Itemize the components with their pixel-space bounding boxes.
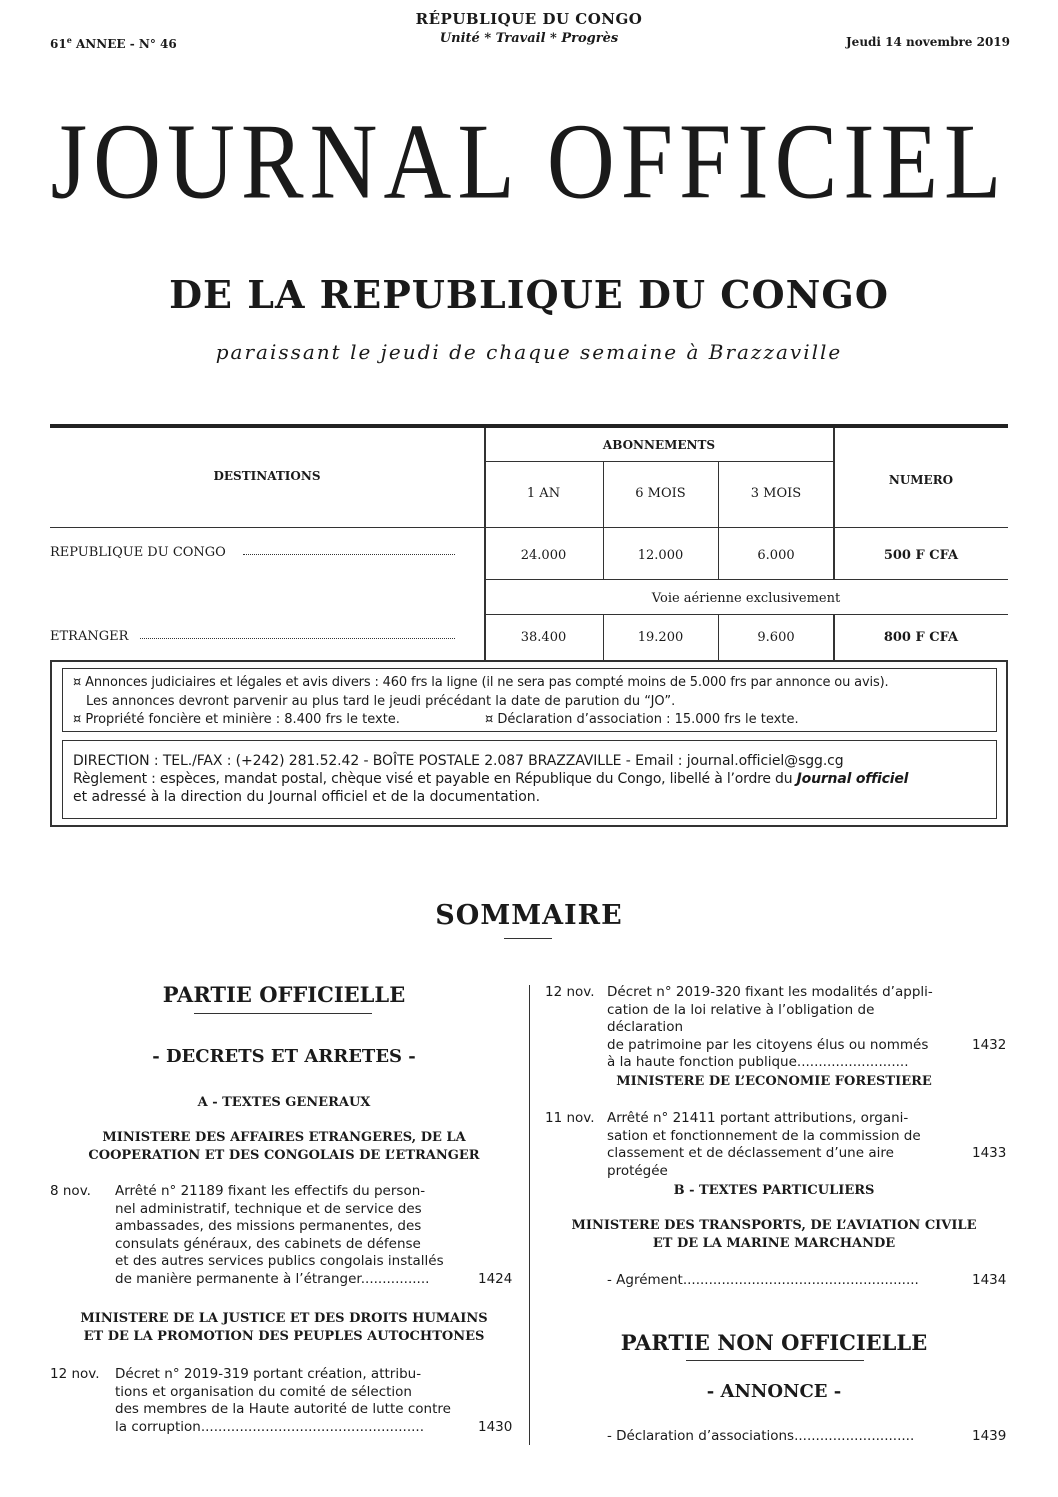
col-divider — [484, 428, 486, 660]
ministry-heading: MINISTERE DE LA JUSTICE ET DES DROITS HUMAINS — [80, 1311, 488, 1326]
masthead-title: JOURNAL OFFICIEL — [50, 102, 1008, 222]
ministry-heading: COOPERATION ET DES CONGOLAIS DE L’ETRANGER — [88, 1148, 480, 1163]
annonce-title: - ANNONCE - — [706, 1381, 842, 1402]
entry-agrement: - Agrément....................................................... — [607, 1272, 919, 1288]
reglement-line — [73, 770, 908, 788]
entry-page: 1439 — [972, 1428, 1007, 1444]
entry-line: Décret n° 2019-319 portant création, attribu- — [115, 1366, 422, 1382]
entry-line: Arrêté n° 21411 portant attributions, organi- — [607, 1110, 909, 1126]
price-3mois: 6.000 — [757, 548, 795, 563]
entry-line: à la haute fonction publique.......................... — [607, 1054, 909, 1071]
col-1an: 1 AN — [526, 486, 561, 501]
annonces-line2: Les annonces devront parvenir au plus tard le jeudi précédant la date de parution du “JO”. — [86, 694, 676, 709]
sommaire-underline — [504, 938, 552, 939]
entry-date: 11 nov. — [545, 1110, 595, 1126]
issue-rest: ANNEE - N° 46 — [71, 37, 177, 51]
price-6mois: 12.000 — [637, 548, 684, 563]
direction-contact: DIRECTION : TEL./FAX : (+242) 281.52.42 - BOÎTE POSTALE 2.087 BRAZZAVILLE - Email : journal.officiel@sgg.cg — [73, 753, 844, 769]
partie-non-officielle-title: PARTIE NON OFFICIELLE — [620, 1330, 928, 1355]
col-3mois: 3 MOIS — [750, 486, 802, 501]
entry-page: 1430 — [478, 1419, 513, 1435]
issue-ordinal: e — [66, 35, 72, 45]
partie-officielle-title: PARTIE OFFICIELLE — [162, 982, 406, 1007]
entry-page: 1434 — [972, 1272, 1007, 1288]
table-header-rule — [50, 527, 1008, 528]
price-1an: 38.400 — [520, 630, 567, 645]
entry-line: de manière permanente à l’étranger................ — [115, 1270, 430, 1287]
reglement-text: Règlement : espèces, mandat postal, chèque visé et payable en République du Congo, libellé à l’ordre du — [73, 771, 797, 787]
textes-particuliers-title: B - TEXTES PARTICULIERS — [673, 1183, 875, 1198]
price-6mois: 19.200 — [637, 630, 684, 645]
col-6mois: 6 MOIS — [635, 486, 686, 501]
entry-date: 12 nov. — [545, 984, 595, 1000]
col-numero: NUMERO — [888, 473, 954, 487]
ministry-heading: MINISTERE DES AFFAIRES ETRANGERES, DE LA — [102, 1130, 466, 1145]
ministry-heading: ET DE LA PROMOTION DES PEUPLES AUTOCHTONES — [83, 1329, 485, 1344]
issue-year: 61 — [50, 37, 67, 51]
entry-page: 1433 — [972, 1145, 1007, 1161]
row-destination: REPUBLIQUE DU CONGO — [50, 545, 226, 560]
partie-non-officielle-underline — [686, 1360, 864, 1361]
ministry-heading: ET DE LA MARINE MARCHANDE — [652, 1236, 896, 1251]
entry-page: 1424 — [478, 1271, 513, 1287]
entry-line: sation et fonctionnement de la commission de — [607, 1127, 921, 1144]
entry-line: classement et de déclassement d’une aire protégée — [607, 1145, 894, 1179]
issue-date: Jeudi 14 novembre 2019 — [846, 35, 1010, 49]
entry-date: 8 nov. — [50, 1183, 91, 1199]
entry-line: la corruption.................................................... — [115, 1418, 424, 1435]
textes-generaux-title: A - TEXTES GENERAUX — [197, 1095, 371, 1110]
col-abonnements: ABONNEMENTS — [602, 438, 716, 452]
reglement-line2: et adressé à la direction du Journal officiel et de la documentation. — [73, 789, 541, 805]
price-numero: 800 F CFA — [883, 630, 959, 645]
entry-line: cation de la loi relative à l’obligation de déclaration — [607, 1001, 875, 1036]
price-numero: 500 F CFA — [883, 548, 959, 563]
row-destination: ETRANGER — [50, 629, 129, 644]
entry-line: Arrêté n° 21189 fixant les effectifs du person- — [115, 1183, 426, 1199]
declaration-association: ¤ Déclaration d’association : 15.000 frs le texte. — [485, 712, 799, 727]
partie-officielle-underline — [194, 1013, 372, 1014]
annonces-line1: ¤ Annonces judiciaires et légales et avis divers : 460 frs la ligne (il ne sera pas compté moins de 5.000 frs par annonce ou avis). — [73, 675, 889, 690]
leader-dots — [140, 638, 455, 639]
masthead-tagline: paraissant le jeudi de chaque semaine à Brazzaville — [215, 340, 843, 364]
col-destinations: DESTINATIONS — [213, 469, 321, 483]
propriete-fonciere: ¤ Propriété foncière et minière : 8.400 frs le texte. — [73, 712, 400, 727]
abonnements-rule — [484, 461, 834, 462]
voie-aerienne: Voie aérienne exclusivement — [651, 591, 841, 606]
entry-declaration: - Déclaration d’associations............................ — [607, 1428, 915, 1444]
ministry-heading: MINISTERE DE L’ECONOMIE FORESTIERE — [616, 1074, 932, 1089]
entry-line: et des autres services publics congolais installés — [115, 1253, 444, 1270]
entry-line: de patrimoine par les citoyens élus ou nommés — [607, 1036, 929, 1053]
entry-date: 12 nov. — [50, 1366, 100, 1382]
price-3mois: 9.600 — [757, 630, 795, 645]
ministry-heading: MINISTERE DES TRANSPORTS, DE L’AVIATION CIVILE — [571, 1218, 977, 1233]
voie-rule — [484, 614, 1008, 615]
sommaire-title: SOMMAIRE — [435, 900, 623, 931]
price-1an: 24.000 — [520, 548, 567, 563]
entry-line: consulats généraux, des cabinets de défense — [115, 1235, 421, 1252]
entry-line: tions et organisation du comité de sélection — [115, 1383, 412, 1400]
leader-dots — [243, 554, 455, 555]
masthead-subtitle: DE LA REPUBLIQUE DU CONGO — [169, 272, 889, 317]
entry-text — [607, 984, 952, 1072]
entry-text — [115, 1366, 460, 1436]
table-top-rule — [50, 424, 1008, 428]
entry-line: ambassades, des missions permanentes, des — [115, 1218, 422, 1235]
decrets-title: - DECRETS ET ARRETES - — [152, 1046, 416, 1067]
republic-heading: RÉPUBLIQUE DU CONGO — [415, 10, 643, 28]
national-motto: Unité * Travail * Progrès — [439, 31, 619, 46]
entry-line: Décret n° 2019-320 fixant les modalités d’appli- — [607, 984, 933, 1000]
column-divider — [529, 985, 530, 1445]
entry-text — [607, 1110, 952, 1180]
entry-page: 1432 — [972, 1037, 1007, 1053]
reglement-journal: Journal officiel — [796, 771, 909, 787]
entry-line: nel administratif, technique et de service des — [115, 1200, 422, 1217]
row1-rule — [484, 579, 1008, 580]
issue-number — [50, 35, 177, 51]
entry-line: des membres de la Haute autorité de lutte contre — [115, 1401, 451, 1418]
entry-text — [115, 1183, 460, 1289]
